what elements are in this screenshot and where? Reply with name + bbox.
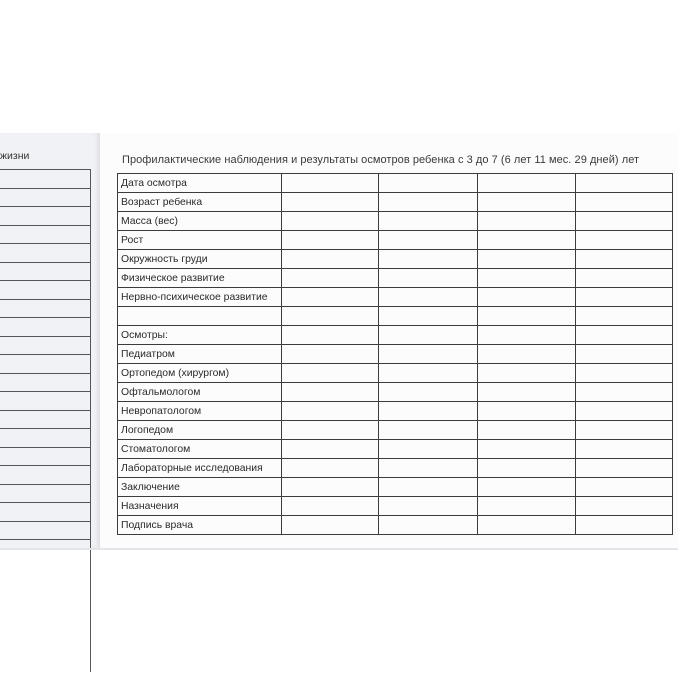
empty-cell[interactable] xyxy=(576,326,673,345)
empty-cell[interactable] xyxy=(576,516,673,535)
empty-cell[interactable] xyxy=(478,212,576,231)
empty-cell[interactable] xyxy=(282,212,379,231)
empty-cell[interactable] xyxy=(282,326,379,345)
left-table-row xyxy=(0,207,90,226)
empty-cell[interactable] xyxy=(379,364,478,383)
empty-cell[interactable] xyxy=(478,345,576,364)
empty-cell[interactable] xyxy=(478,193,576,212)
empty-cell[interactable] xyxy=(282,193,379,212)
row-label: Педиатром xyxy=(118,345,282,364)
row-label: Подпись врача xyxy=(118,516,282,535)
table-row xyxy=(118,269,673,288)
empty-cell[interactable] xyxy=(282,307,379,326)
page-title: Профилактические наблюдения и результаты осмотров ребенка с 3 до 7 (6 лет 11 мес. 29 дней) лет xyxy=(122,154,640,166)
empty-cell[interactable] xyxy=(379,174,478,193)
left-table-row xyxy=(0,522,90,541)
empty-cell[interactable] xyxy=(379,231,478,250)
row-label: Физическое развитие xyxy=(118,269,282,288)
empty-cell[interactable] xyxy=(282,421,379,440)
empty-cell[interactable] xyxy=(478,421,576,440)
row-label: Масса (вес) xyxy=(118,212,282,231)
table-row xyxy=(118,421,673,440)
empty-cell[interactable] xyxy=(576,288,673,307)
empty-cell[interactable] xyxy=(478,440,576,459)
left-table-row xyxy=(0,226,90,245)
empty-cell[interactable] xyxy=(379,497,478,516)
empty-cell[interactable] xyxy=(576,345,673,364)
left-table-row xyxy=(0,503,90,522)
empty-cell[interactable] xyxy=(282,174,379,193)
row-label: Дата осмотра xyxy=(118,174,282,193)
empty-cell[interactable] xyxy=(478,231,576,250)
empty-cell[interactable] xyxy=(282,364,379,383)
empty-cell[interactable] xyxy=(576,269,673,288)
table-row xyxy=(118,478,673,497)
empty-cell[interactable] xyxy=(282,345,379,364)
row-label xyxy=(118,307,282,326)
empty-cell[interactable] xyxy=(576,174,673,193)
empty-cell[interactable] xyxy=(379,345,478,364)
empty-cell[interactable] xyxy=(478,174,576,193)
left-table-row xyxy=(0,485,90,504)
left-table-row xyxy=(0,263,90,282)
empty-cell[interactable] xyxy=(576,307,673,326)
table-row xyxy=(118,402,673,421)
table-row xyxy=(118,231,673,250)
empty-cell[interactable] xyxy=(576,440,673,459)
empty-cell[interactable] xyxy=(379,307,478,326)
empty-cell[interactable] xyxy=(576,497,673,516)
empty-cell[interactable] xyxy=(379,193,478,212)
empty-cell[interactable] xyxy=(379,269,478,288)
left-table-row xyxy=(0,411,90,430)
empty-cell[interactable] xyxy=(478,383,576,402)
empty-cell[interactable] xyxy=(282,383,379,402)
empty-cell[interactable] xyxy=(478,459,576,478)
table-row xyxy=(118,459,673,478)
empty-cell[interactable] xyxy=(576,402,673,421)
empty-cell[interactable] xyxy=(282,269,379,288)
empty-cell[interactable] xyxy=(379,383,478,402)
left-table-row xyxy=(0,318,90,337)
empty-cell[interactable] xyxy=(379,326,478,345)
empty-cell[interactable] xyxy=(282,497,379,516)
empty-cell[interactable] xyxy=(478,364,576,383)
table-row xyxy=(118,250,673,269)
empty-cell[interactable] xyxy=(379,250,478,269)
empty-cell[interactable] xyxy=(478,516,576,535)
row-label: Логопедом xyxy=(118,421,282,440)
page-bottom-edge xyxy=(0,548,678,550)
empty-cell[interactable] xyxy=(576,231,673,250)
empty-cell[interactable] xyxy=(379,516,478,535)
empty-cell[interactable] xyxy=(379,402,478,421)
row-label: Ортопедом (хирургом) xyxy=(118,364,282,383)
empty-cell[interactable] xyxy=(282,250,379,269)
left-table-row xyxy=(0,374,90,393)
empty-cell[interactable] xyxy=(478,478,576,497)
empty-cell[interactable] xyxy=(379,478,478,497)
empty-cell[interactable] xyxy=(478,269,576,288)
table-row xyxy=(118,174,673,193)
left-table-row xyxy=(0,337,90,356)
empty-cell[interactable] xyxy=(576,383,673,402)
empty-cell[interactable] xyxy=(282,402,379,421)
row-label: Возраст ребенка xyxy=(118,193,282,212)
empty-cell[interactable] xyxy=(282,459,379,478)
table-row xyxy=(118,364,673,383)
left-table-row xyxy=(0,281,90,300)
left-page xyxy=(0,133,101,548)
row-label: Нервно-психическое развитие xyxy=(118,288,282,307)
examination-table xyxy=(117,173,673,535)
empty-cell[interactable] xyxy=(576,478,673,497)
left-table-row xyxy=(0,244,90,263)
left-table-row xyxy=(0,189,90,208)
table-row xyxy=(118,345,673,364)
table-row xyxy=(118,383,673,402)
empty-cell[interactable] xyxy=(478,250,576,269)
table-row xyxy=(118,326,673,345)
left-table-row xyxy=(0,300,90,319)
table-row xyxy=(118,212,673,231)
empty-cell[interactable] xyxy=(282,516,379,535)
empty-cell[interactable] xyxy=(282,231,379,250)
table-row xyxy=(118,440,673,459)
left-page-title: жизни xyxy=(0,150,30,162)
row-label: Рост xyxy=(118,231,282,250)
empty-cell[interactable] xyxy=(379,459,478,478)
empty-cell[interactable] xyxy=(282,288,379,307)
empty-cell[interactable] xyxy=(379,440,478,459)
table-row xyxy=(118,497,673,516)
row-label: Стоматологом xyxy=(118,440,282,459)
empty-cell[interactable] xyxy=(478,307,576,326)
row-label: Назначения xyxy=(118,497,282,516)
empty-cell[interactable] xyxy=(478,402,576,421)
empty-cell[interactable] xyxy=(478,326,576,345)
row-label: Офтальмологом xyxy=(118,383,282,402)
left-table-row xyxy=(0,392,90,411)
table-row xyxy=(118,288,673,307)
left-table-row xyxy=(0,448,90,467)
empty-cell[interactable] xyxy=(282,440,379,459)
row-label: Невропатологом xyxy=(118,402,282,421)
empty-cell[interactable] xyxy=(379,212,478,231)
empty-cell[interactable] xyxy=(379,421,478,440)
empty-cell[interactable] xyxy=(379,288,478,307)
empty-cell[interactable] xyxy=(576,250,673,269)
left-table-row xyxy=(0,355,90,374)
left-table-row xyxy=(0,466,90,485)
row-label: Заключение xyxy=(118,478,282,497)
table-row xyxy=(118,516,673,535)
row-label: Лабораторные исследования xyxy=(118,459,282,478)
empty-cell[interactable] xyxy=(576,421,673,440)
row-label: Осмотры: xyxy=(118,326,282,345)
row-label: Окружность груди xyxy=(118,250,282,269)
left-table-row xyxy=(0,429,90,448)
empty-cell[interactable] xyxy=(478,497,576,516)
empty-cell[interactable] xyxy=(576,212,673,231)
left-page-table xyxy=(0,169,91,672)
empty-cell[interactable] xyxy=(576,364,673,383)
table-row xyxy=(118,193,673,212)
empty-cell[interactable] xyxy=(282,478,379,497)
left-table-row xyxy=(0,170,90,189)
empty-cell[interactable] xyxy=(478,288,576,307)
table-row xyxy=(118,307,673,326)
empty-cell[interactable] xyxy=(576,459,673,478)
empty-cell[interactable] xyxy=(576,193,673,212)
